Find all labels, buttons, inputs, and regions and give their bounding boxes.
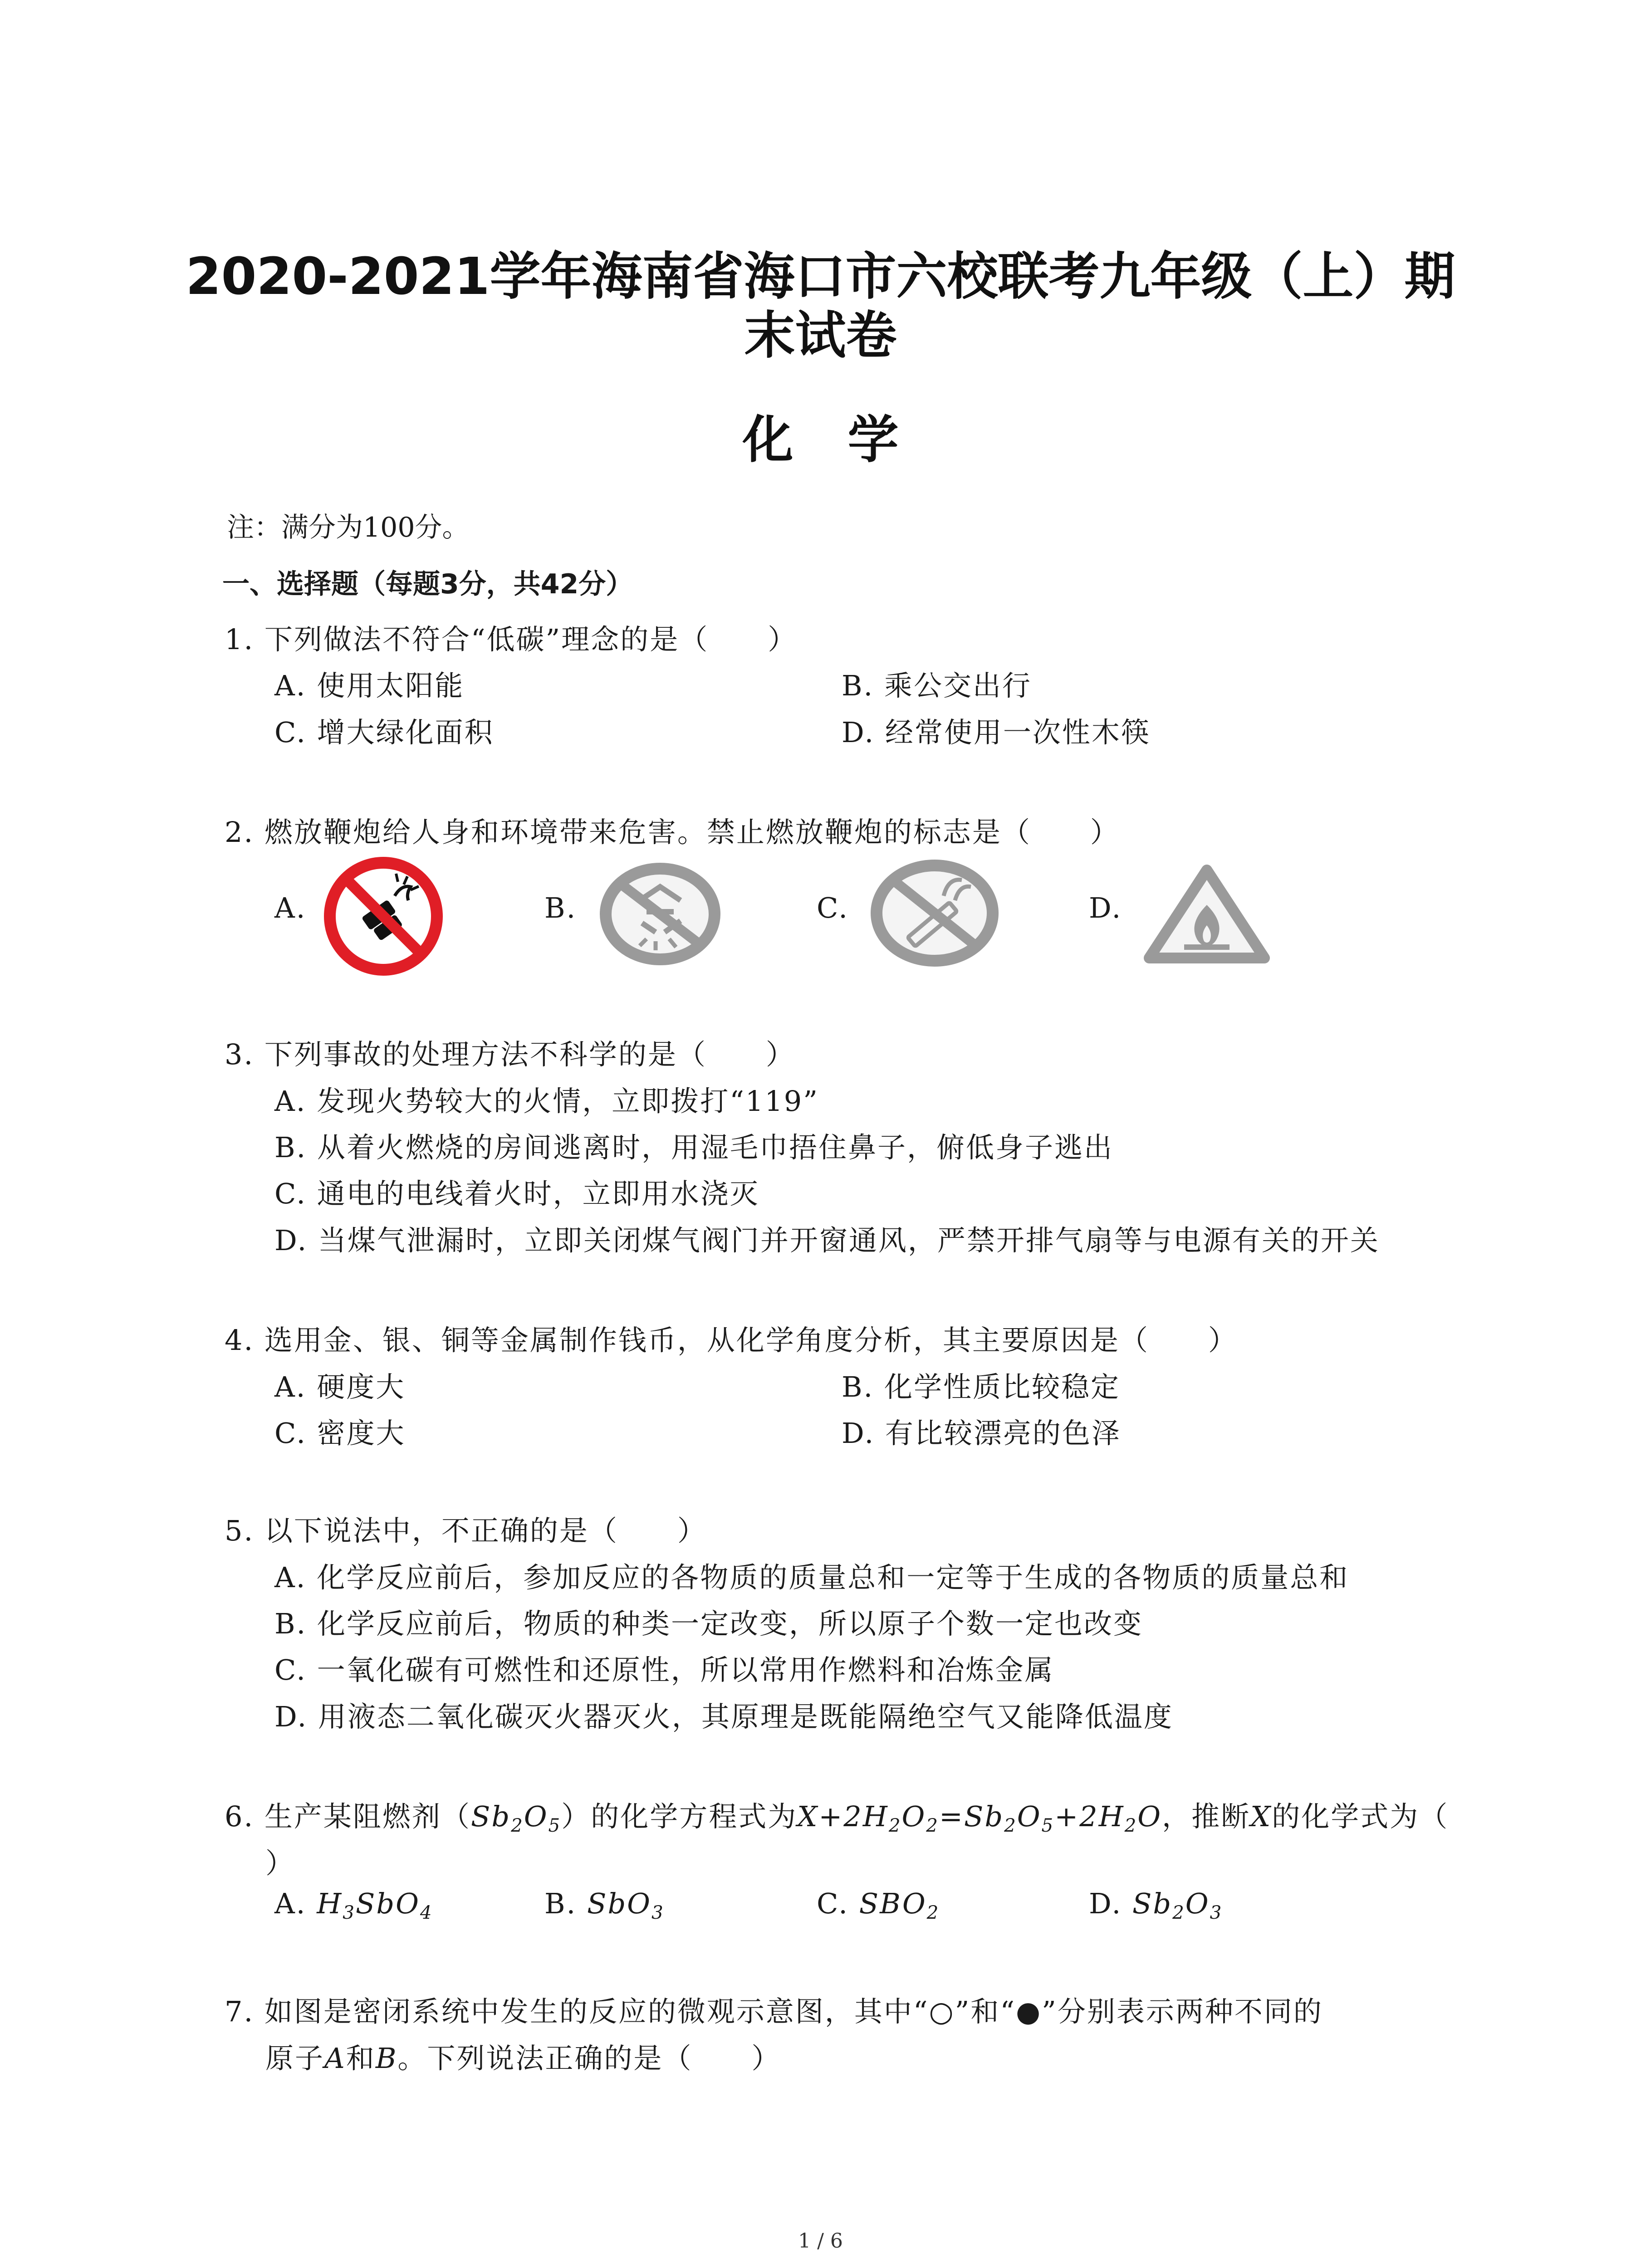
formula-sbo3: SbO$_3$ [587, 1887, 665, 1924]
question-2-option-c: C. [817, 891, 849, 924]
question-3-option-d: D. 当煤气泄漏时，立即关闭煤气阀门并开窗通风，严禁开排气扇等与电源有关的开关 [274, 1224, 1380, 1257]
question-5-option-a: A. 化学反应前后，参加反应的各物质的质量总和一定等于生成的各物质的质量总和 [274, 1561, 1349, 1594]
no-firecracker-sign-icon [320, 853, 447, 980]
question-6-text-3: ，推断 [1162, 1800, 1251, 1833]
question-7-text-atom: 原子 [265, 2042, 325, 2075]
question-2-option-d: D. [1089, 891, 1122, 924]
flammable-warning-gray-sign-icon [1141, 862, 1273, 966]
atom-b: B [375, 2042, 398, 2075]
score-note: 注：满分为100分。 [227, 512, 470, 543]
no-pyrotechnics-gray-sign-icon [597, 857, 724, 971]
question-2-stem: 2. 燃放鞭炮给人身和环境带来危害。禁止燃放鞭炮的标志是（ ） [225, 816, 1120, 849]
question-4-option-b: B. 化学性质比较稳定 [842, 1370, 1120, 1403]
formula-sb2o3: $Sb_2O_3$ [1132, 1887, 1223, 1924]
question-6-option-b [544, 1887, 665, 1923]
question-7-stem-line1: 7. 如图是密闭系统中发生的反应的微观示意图，其中“○”和“●”分别表示两种不同的 [225, 1995, 1323, 2028]
exam-title-line1: 2020-2021学年海南省海口市六校联考九年级（上）期 [186, 247, 1455, 306]
subject-title: 化学 [742, 411, 953, 469]
question-6-number: 6. [225, 1800, 265, 1833]
question-5-option-d: D. 用液态二氧化碳灭火器灭火，其原理是既能隔绝空气又能降低温度 [274, 1700, 1173, 1733]
question-4-option-c: C. 密度大 [274, 1417, 406, 1450]
question-6-text-1: 生产某阻燃剂（ [264, 1800, 471, 1833]
formula-sbo2: $SBO_2$ [859, 1887, 940, 1924]
question-1-stem: 1. 下列做法不符合“低碳”理念的是（ ） [225, 623, 798, 656]
question-7-text-and: 和 [346, 2042, 376, 2075]
question-4-option-d: D. 有比较漂亮的色泽 [842, 1417, 1121, 1450]
question-7-text-rest: 。下列说法正确的是（ ） [397, 2042, 781, 2075]
question-4-stem: 4. 选用金、银、铜等金属制作钱币，从化学角度分析，其主要原因是（ ） [225, 1324, 1238, 1357]
question-4-option-a: A. 硬度大 [274, 1370, 406, 1403]
no-smoking-gray-sign-icon [867, 855, 1003, 971]
question-5-stem: 5. 以下说法中，不正确的是（ ） [225, 1514, 707, 1547]
question-6-stem [225, 1794, 1449, 1836]
question-6-text-4: 的化学式为（ [1272, 1800, 1449, 1833]
question-5-option-c: C. 一氧化碳有可燃性和还原性，所以常用作燃料和冶炼金属 [274, 1653, 1054, 1686]
formula-sb2o5: $Sb_2O_5$ [470, 1800, 562, 1837]
section-heading-choice: 一、选择题（每题3分，共42分） [222, 568, 633, 600]
option-d-label: D. [1089, 1887, 1132, 1920]
question-6-option-c [817, 1887, 940, 1923]
question-7-stem-line2 [265, 2036, 781, 2076]
question-3-option-b: B. 从着火燃烧的房间逃离时，用湿毛巾捂住鼻子，俯低身子逃出 [274, 1131, 1113, 1164]
question-1-option-b: B. 乘公交出行 [842, 669, 1032, 702]
question-6-option-d [1089, 1887, 1223, 1923]
question-1-option-c: C. 增大绿化面积 [274, 716, 494, 749]
question-1-option-a: A. 使用太阳能 [274, 669, 465, 702]
question-5-option-b: B. 化学反应前后，物质的种类一定改变，所以原子个数一定也改变 [274, 1607, 1143, 1640]
question-6-option-a [274, 1887, 433, 1923]
question-3-stem: 3. 下列事故的处理方法不科学的是（ ） [225, 1038, 795, 1071]
variable-x: X [1250, 1800, 1272, 1833]
question-6-text-2: ）的化学方程式为 [561, 1800, 798, 1833]
option-a-label: A. [274, 1887, 317, 1920]
question-3-option-a: A. 发现火势较大的火情，立即拨打“119” [274, 1085, 819, 1118]
question-1-option-d: D. 经常使用一次性木筷 [842, 716, 1151, 749]
question-2-option-a: A. [274, 891, 307, 924]
option-c-label: C. [817, 1887, 859, 1920]
exam-title-line2: 末试卷 [744, 306, 897, 365]
chemical-equation: $X+2H_2O_2=Sb_2O_5+2H_2O$ [797, 1800, 1162, 1837]
question-6-stem-line2: ） [265, 1847, 295, 1880]
question-2-option-b: B. [544, 891, 577, 924]
atom-a: A [324, 2042, 346, 2075]
question-3-option-c: C. 通电的电线着火时，立即用水浇灭 [274, 1177, 759, 1210]
formula-h3sbo4: $H_3SbO_4$ [317, 1887, 433, 1924]
page-number: 1 / 6 [798, 2229, 843, 2253]
option-b-label: B. [544, 1887, 587, 1920]
